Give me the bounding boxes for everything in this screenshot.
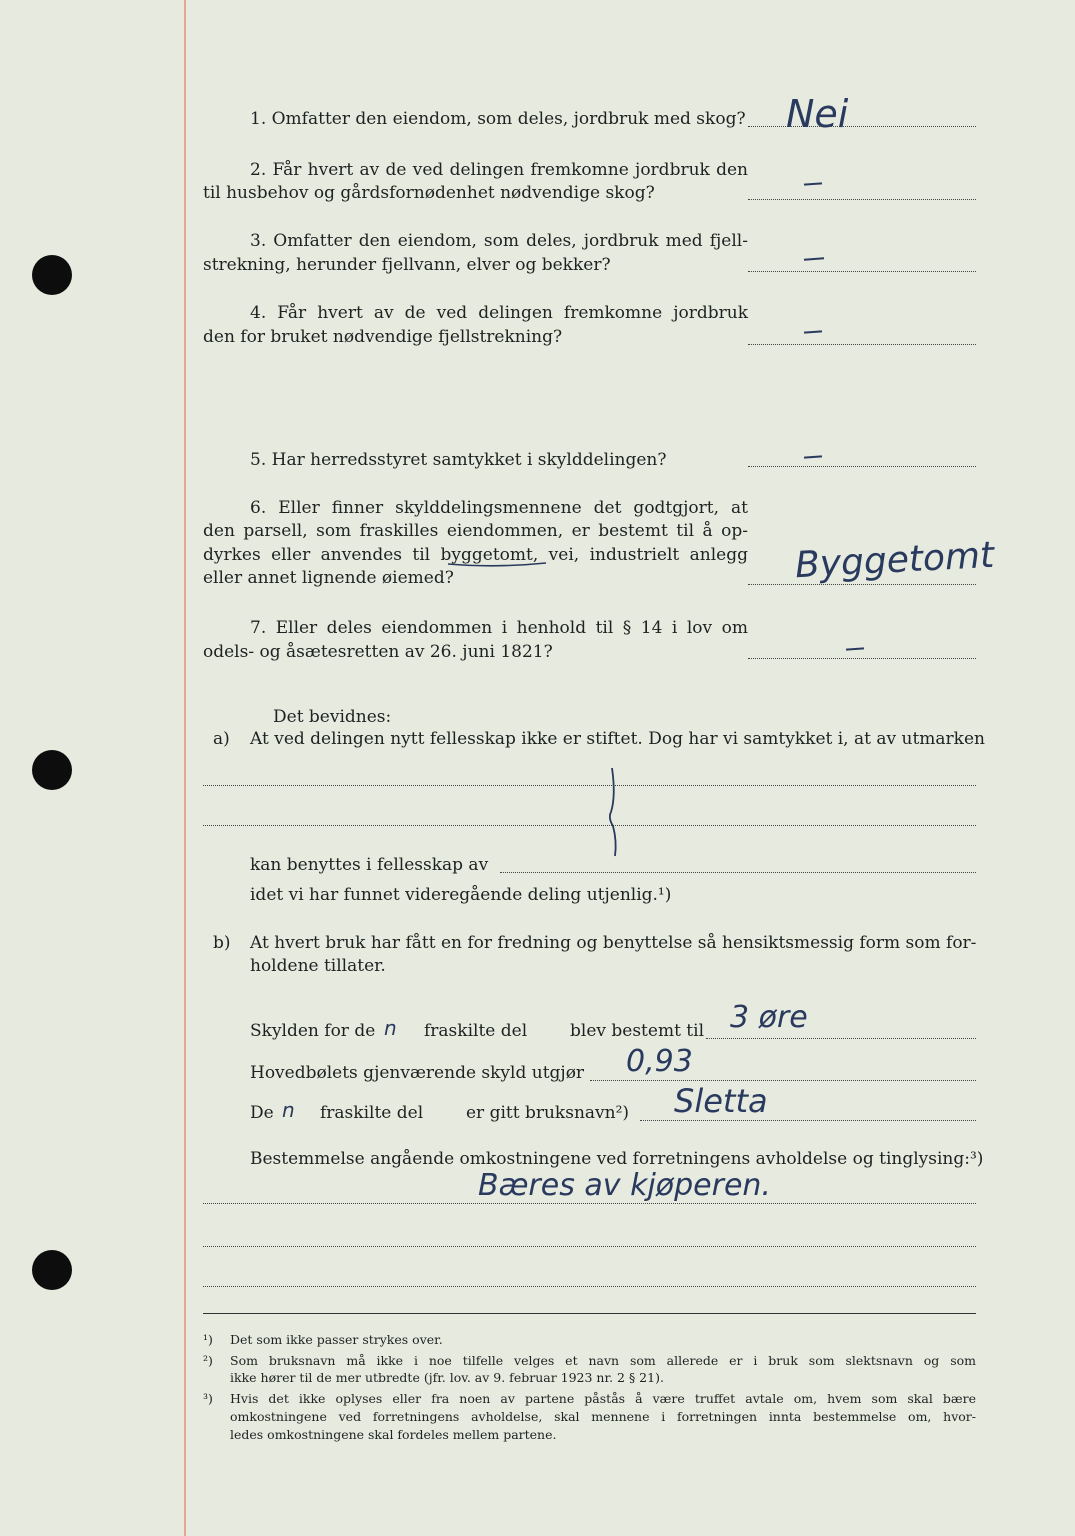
- answer-1: Nei: [786, 92, 849, 136]
- answer-7-dash: [846, 647, 864, 650]
- question-2-line-1: 2. Får hvert av de ved delingen fremkomne jordbruk den: [250, 160, 748, 180]
- punch-hole-bottom: [32, 1250, 72, 1290]
- reason: idet vi har funnet videregående deling utjenlig.¹): [250, 885, 672, 905]
- shared-use: kan benyttes i fellesskap av: [250, 855, 489, 875]
- name-suffix: er gitt bruksnavn²): [466, 1103, 630, 1123]
- answer-5-dash: [804, 455, 822, 458]
- question-6-line-2: den parsell, som fraskilles eiendommen, er bestemt til å op-: [203, 521, 748, 541]
- question-6-line-1: 6. Eller finner skylddelingsmennene det godtgjort, at: [250, 498, 748, 518]
- bracket-mark: [600, 766, 622, 858]
- underline-mark: [446, 560, 548, 568]
- answer-2-dash: [804, 182, 822, 185]
- question-6-line-4: eller annet lignende øiemed?: [203, 568, 454, 588]
- punch-hole-middle: [32, 750, 72, 790]
- question-7-line-1: 7. Eller deles eiendommen i henhold til § 14 i lov om: [250, 618, 748, 638]
- name-middle: fraskilte del: [320, 1103, 424, 1123]
- answer-6: Byggetomt: [794, 534, 996, 587]
- skyld-suffix: blev bestemt til: [570, 1021, 705, 1041]
- certify-b-label: b): [213, 933, 231, 953]
- question-3-line-1: 3. Omfatter den eiendom, som deles, jordbruk med fjell-: [250, 231, 748, 251]
- remaining-label: Hovedbølets gjenværende skyld utgjør: [250, 1063, 585, 1083]
- name-value: Slettа: [674, 1082, 768, 1120]
- name-handwritten: n: [282, 1098, 295, 1122]
- answer-3-dash: [804, 257, 824, 260]
- remaining-line: [590, 1080, 976, 1081]
- question-4-line-1: 4. Får hvert av de ved delingen fremkomne jordbruk: [250, 303, 748, 323]
- certify-b-line-1: At hvert bruk har fått en for fredning og benyttelse så hensiktsmessig form som for-: [250, 933, 977, 953]
- answer-line-5: [748, 466, 976, 467]
- remaining-value: 0,93: [626, 1044, 693, 1079]
- answer-line-3: [748, 271, 976, 272]
- question-1: 1. Omfatter den eiendom, som deles, jordbruk med skog?: [250, 109, 746, 129]
- costs-line-3: [203, 1286, 976, 1287]
- certify-a-label: a): [213, 729, 230, 749]
- answer-4-dash: [804, 330, 822, 333]
- fill-line-2: [203, 825, 976, 826]
- question-4-line-2: den for bruket nødvendige fjellstrekning?: [203, 327, 563, 347]
- margin-line: [184, 0, 186, 1536]
- punch-hole-top: [32, 255, 72, 295]
- footnote-3-line-1: Hvis det ikke oplyses eller fra noen av partene påstås å være truffet avtale om, hvem som skal bære: [230, 1391, 976, 1406]
- skyld-line: [706, 1038, 976, 1039]
- certify-a-text: At ved delingen nytt fellesskap ikke er stiftet. Dog har vi samtykket i, at av utmarken: [250, 729, 985, 749]
- footnote-rule: [203, 1313, 976, 1314]
- footnote-1: Det som ikke passer strykes over.: [230, 1332, 443, 1347]
- footnote-3-line-3: ledes omkostningene skal fordeles mellem partene.: [230, 1427, 557, 1442]
- answer-line-4: [748, 344, 976, 345]
- footnote-2-mark: ²): [203, 1353, 213, 1368]
- footnote-2-line-2: ikke hører til de mer utbredte (jfr. lov. av 9. februar 1923 nr. 2 § 21).: [230, 1370, 664, 1385]
- footnote-3-mark: ³): [203, 1391, 213, 1406]
- question-2-line-2: til husbehov og gårdsfornødenhet nødvendige skog?: [203, 183, 655, 203]
- footnote-1-mark: ¹): [203, 1332, 213, 1347]
- answer-line-7: [748, 658, 976, 659]
- answer-line-6: [748, 584, 976, 585]
- answer-line-1: [748, 126, 976, 127]
- certify-heading: Det bevidnes:: [273, 707, 392, 727]
- costs-line-2: [203, 1246, 976, 1247]
- name-prefix: De: [250, 1103, 274, 1123]
- certify-b-line-2: holdene tillater.: [250, 956, 386, 976]
- answer-line-2: [748, 199, 976, 200]
- question-6-line-3: dyrkes eller anvendes til byggetomt, vei, industrielt anlegg: [203, 545, 748, 565]
- question-5: 5. Har herredsstyret samtykket i skylddelingen?: [250, 450, 667, 470]
- skyld-value: 3 øre: [730, 1000, 808, 1035]
- name-line: [640, 1120, 976, 1121]
- question-3-line-2: strekning, herunder fjellvann, elver og bekker?: [203, 255, 611, 275]
- skyld-middle: fraskilte del: [424, 1021, 528, 1041]
- skyld-handwritten: n: [384, 1016, 397, 1040]
- footnote-2-line-1: Som bruksnavn må ikke i noe tilfelle velges et navn som allerede er i bruk som slektsnavn og som: [230, 1353, 976, 1368]
- costs-label: Bestemmelse angående omkostningene ved forretningens avholdelse og tinglysing:³): [250, 1149, 984, 1169]
- fill-line-1: [203, 785, 976, 786]
- fill-line-3: [500, 872, 976, 873]
- skyld-prefix: Skylden for de: [250, 1021, 376, 1041]
- question-7-line-2: odels- og åsætesretten av 26. juni 1821?: [203, 642, 553, 662]
- footnote-3-line-2: omkostningene ved forretningens avholdelse, skal mennene i forretningen innta bestemmelse om, hvor-: [230, 1409, 976, 1424]
- costs-value: Bæres av kjøperen.: [478, 1168, 771, 1203]
- costs-line-1: [203, 1203, 976, 1204]
